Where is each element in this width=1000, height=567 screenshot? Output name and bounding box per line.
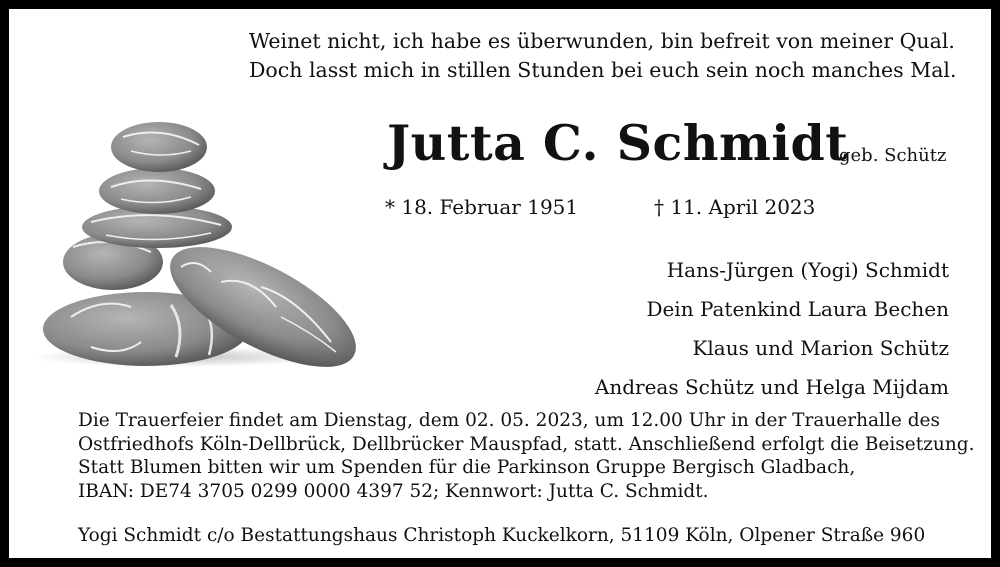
poem-line-1: Weinet nicht, ich habe es überwunden, bin befreit von meiner Qual. xyxy=(249,29,955,53)
mourners-list xyxy=(595,255,949,411)
obituary-card xyxy=(9,9,991,558)
mourner: Hans-Jürgen (Yogi) Schmidt xyxy=(666,258,949,282)
notice-line-1: Die Trauerfeier findet am Dienstag, dem 02. 05. 2023, um 12.00 Uhr in der Trauerhalle des xyxy=(78,410,940,431)
notice-line-2: Ostfriedhofs Köln-Dellbrück, Dellbrücker Mauspfad, statt. Anschließend erfolgt die Beisetzung. xyxy=(78,433,975,455)
deceased-name: Jutta C. Schmidt xyxy=(387,114,849,172)
death-date: † 11. April 2023 xyxy=(654,195,816,219)
notice-line-3: Statt Blumen bitten wir um Spenden für die Parkinson Gruppe Bergisch Gladbach, xyxy=(78,457,856,478)
contact-address: Yogi Schmidt c/o Bestattungshaus Christoph Kuckelkorn, 51109 Köln, Olpener Straße 960 xyxy=(78,525,926,546)
poem-line-2: Doch lasst mich in stillen Stunden bei euch sein noch manches Mal. xyxy=(249,58,957,82)
birth-date: * 18. Februar 1951 xyxy=(385,195,579,219)
stacked-stones-image xyxy=(31,107,371,367)
poem xyxy=(249,27,957,85)
mourner: Dein Patenkind Laura Bechen xyxy=(646,297,949,321)
mourner: Andreas Schütz und Helga Mijdam xyxy=(594,375,949,399)
notice-line-4: IBAN: DE74 3705 0299 0000 4397 52; Kennwort: Jutta C. Schmidt. xyxy=(78,480,709,502)
mourner: Klaus und Marion Schütz xyxy=(692,336,949,360)
maiden-name: geb. Schütz xyxy=(839,145,947,166)
funeral-notice xyxy=(78,409,974,503)
